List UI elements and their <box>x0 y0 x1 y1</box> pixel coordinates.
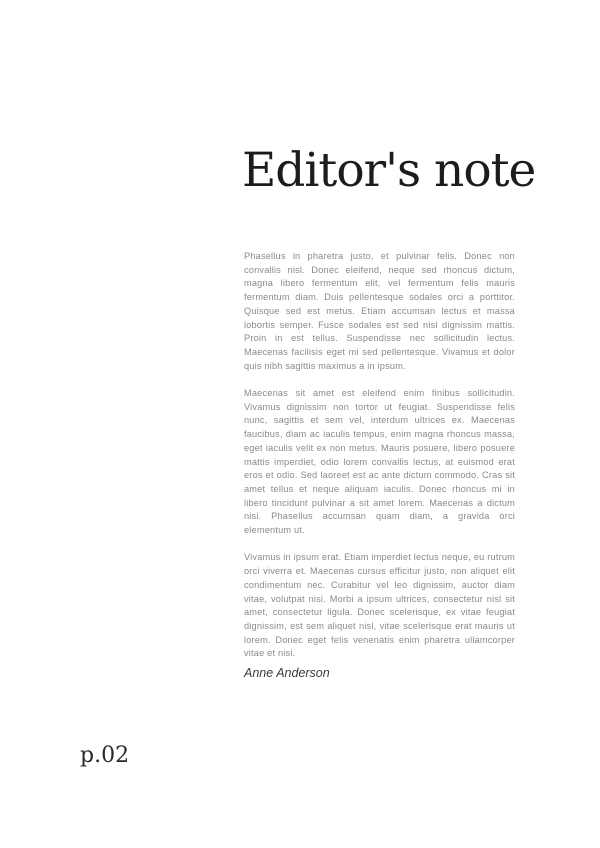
page-title: Editor's note <box>242 143 536 199</box>
body-paragraph: Phasellus in pharetra justo, et pulvinar felis. Donec non convallis nisl. Donec eleifend, neque sed rhoncus dictum, magna libero fermentum elit, vel fermentum felis mauris fermentum diam. Duis pellentesque sodales orci a porttitor. Quisque sed est metus. Etiam accumsan lectus et massa lobortis semper. Fusce sodales est sed nisl dignissim mattis. Proin in est tellus. Suspendisse nec sollicitudin lectus. Maecenas facilisis eget mi sed pellentesque. Vivamus et dolor quis nibh sagittis maximus a in ipsum. <box>244 251 515 371</box>
author-signature: Anne Anderson <box>244 666 330 680</box>
article-body <box>244 250 515 694</box>
body-paragraph: Vivamus in ipsum erat. Etiam imperdiet lectus neque, eu rutrum orci viverra et. Maecenas cursus efficitur justo, non aliquet elit condimentum nec. Curabitur vel leo dignissim, auctor diam vitae, volutpat nisi. Morbi a ipsum ultrices, consectetur nisl sit amet, consectetur ligula. Donec scelerisque, ex vitae feugiat dignissim, est sem aliquet nisl, vitae scelerisque erat mauris ut lorem. Donec eget felis venenatis enim pharetra ullamcorper vitae et nisi. <box>244 552 515 659</box>
page-number: p.02 <box>80 743 130 768</box>
body-paragraph: Maecenas sit amet est eleifend enim finibus sollicitudin. Vivamus dignissim non tortor ut feugiat. Suspendisse felis nunc, sagittis et sem vel, interdum ultrices ex. Maecenas faucibus, diam ac iaculis tempus, enim magna rhoncus massa, eget iaculis velit ex non metus. Mauris posuere, libero posuere mattis imperdiet, odio lorem convallis lectus, at euismod erat eros et odio. Sed laoreet est ac ante dictum commodo. Cras sit amet tellus et neque aliquam iaculis. Donec rhoncus mi in libero tincidunt pulvinar a sit amet lorem. Maecenas a dictum nisi. Phasellus accumsan quam diam, a gravida orci elementum ut. <box>244 388 515 536</box>
